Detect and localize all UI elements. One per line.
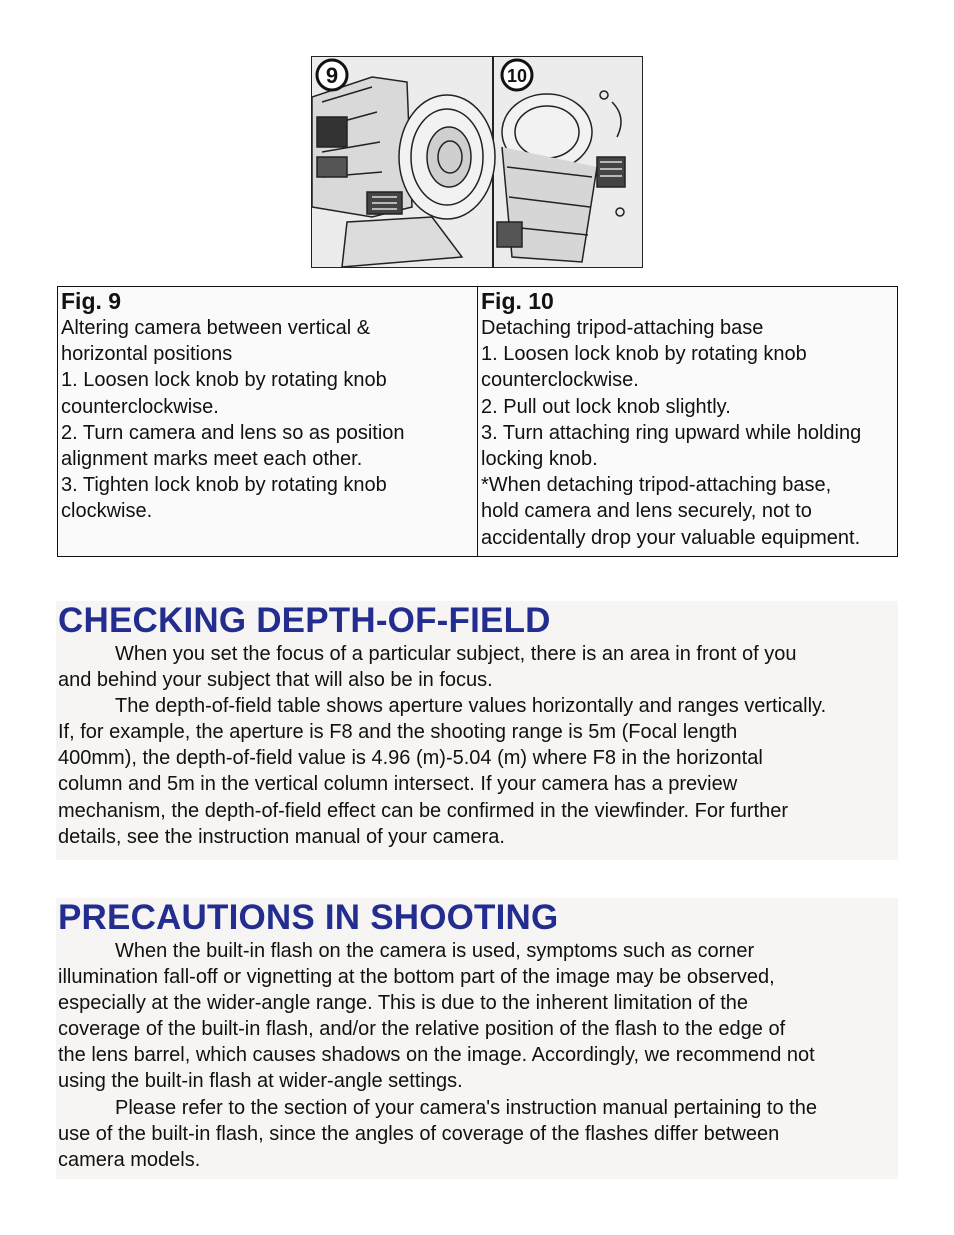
text-line: using the built-in flash at wider-angle settings. xyxy=(58,1070,463,1093)
text-line: column and 5m in the vertical column intersect. If your camera has a preview xyxy=(58,773,738,796)
text-line: use of the built-in flash, since the angles of coverage of the flashes differ between xyxy=(58,1122,780,1145)
fig9-badge xyxy=(317,60,347,90)
fig9-line: alignment marks meet each other. xyxy=(61,448,363,471)
depth-of-field-section xyxy=(56,601,898,860)
fig10-line: counterclockwise. xyxy=(481,369,639,392)
fig10-line: accidentally drop your valuable equipment. xyxy=(481,526,861,549)
paragraph xyxy=(56,641,898,693)
text-line: mechanism, the depth-of-field effect can be confirmed in the viewfinder. For further xyxy=(58,799,788,822)
text-line: details, see the instruction manual of your camera. xyxy=(58,825,505,848)
paragraph xyxy=(56,938,898,1095)
text-line: If, for example, the aperture is F8 and the shooting range is 5m (Focal length xyxy=(58,721,738,744)
text-line: When the built-in flash on the camera is used, symptoms such as corner xyxy=(115,940,755,962)
text-line: When you set the focus of a particular subject, there is an area in front of you xyxy=(115,643,797,665)
fig9-line: clockwise. xyxy=(61,500,153,523)
fig10-line: 1. Loosen lock knob by rotating knob xyxy=(481,343,807,366)
section-title: PRECAUTIONS IN SHOOTING xyxy=(58,898,559,937)
text-line: illumination fall-off or vignetting at the bottom part of the image may be observed, xyxy=(58,966,775,989)
fig9-heading: Fig. 9 xyxy=(61,288,122,314)
illustration-drawing xyxy=(312,57,642,267)
paragraph xyxy=(56,693,898,850)
fig10-heading: Fig. 10 xyxy=(481,288,554,314)
text-line: the lens barrel, which causes shadows on the image. Accordingly, we recommend not xyxy=(58,1044,815,1067)
text-line: especially at the wider-angle range. This is due to the inherent limitation of the xyxy=(58,992,749,1015)
fig9-line: 1. Loosen lock knob by rotating knob xyxy=(61,369,387,392)
fig9-line: 3. Tighten lock knob by rotating knob xyxy=(61,474,387,497)
fig10-caption xyxy=(478,287,897,556)
text-line: and behind your subject that will also be in focus. xyxy=(58,669,493,692)
fig10-line: *When detaching tripod-attaching base, xyxy=(481,474,832,497)
precautions-section xyxy=(56,898,898,1179)
fig10-line: 2. Pull out lock knob slightly. xyxy=(481,395,731,418)
svg-text:9: 9 xyxy=(325,63,339,88)
fig9-line: 2. Turn camera and lens so as position xyxy=(61,421,405,444)
text-line: camera models. xyxy=(58,1148,201,1171)
fig10-line: hold camera and lens securely, not to xyxy=(481,500,812,523)
text-line: Please refer to the section of your camera's instruction manual pertaining to the xyxy=(115,1096,817,1119)
fig10-badge xyxy=(502,60,532,90)
fig9-line: counterclockwise. xyxy=(61,395,219,418)
fig10-line: Detaching tripod-attaching base xyxy=(481,317,764,339)
fig9-caption xyxy=(58,287,478,556)
text-line: coverage of the built-in flash, and/or the relative position of the flash to the edge of xyxy=(58,1018,786,1041)
fig10-line: locking knob. xyxy=(481,448,598,471)
paragraph xyxy=(56,1095,898,1173)
text-line: The depth-of-field table shows aperture values horizontally and ranges vertically. xyxy=(115,695,827,718)
fig9-line: Altering camera between vertical & xyxy=(61,317,371,339)
text-line: 400mm), the depth-of-field value is 4.96 (m)-5.04 (m) where F8 in the horizontal xyxy=(58,747,763,770)
svg-text:10: 10 xyxy=(506,66,528,86)
figure-captions-table xyxy=(57,286,898,557)
fig10-line: 3. Turn attaching ring upward while holding xyxy=(481,421,862,444)
fig9-line: horizontal positions xyxy=(61,343,233,366)
lens-illustration xyxy=(311,56,643,268)
section-title: CHECKING DEPTH-OF-FIELD xyxy=(58,601,551,640)
